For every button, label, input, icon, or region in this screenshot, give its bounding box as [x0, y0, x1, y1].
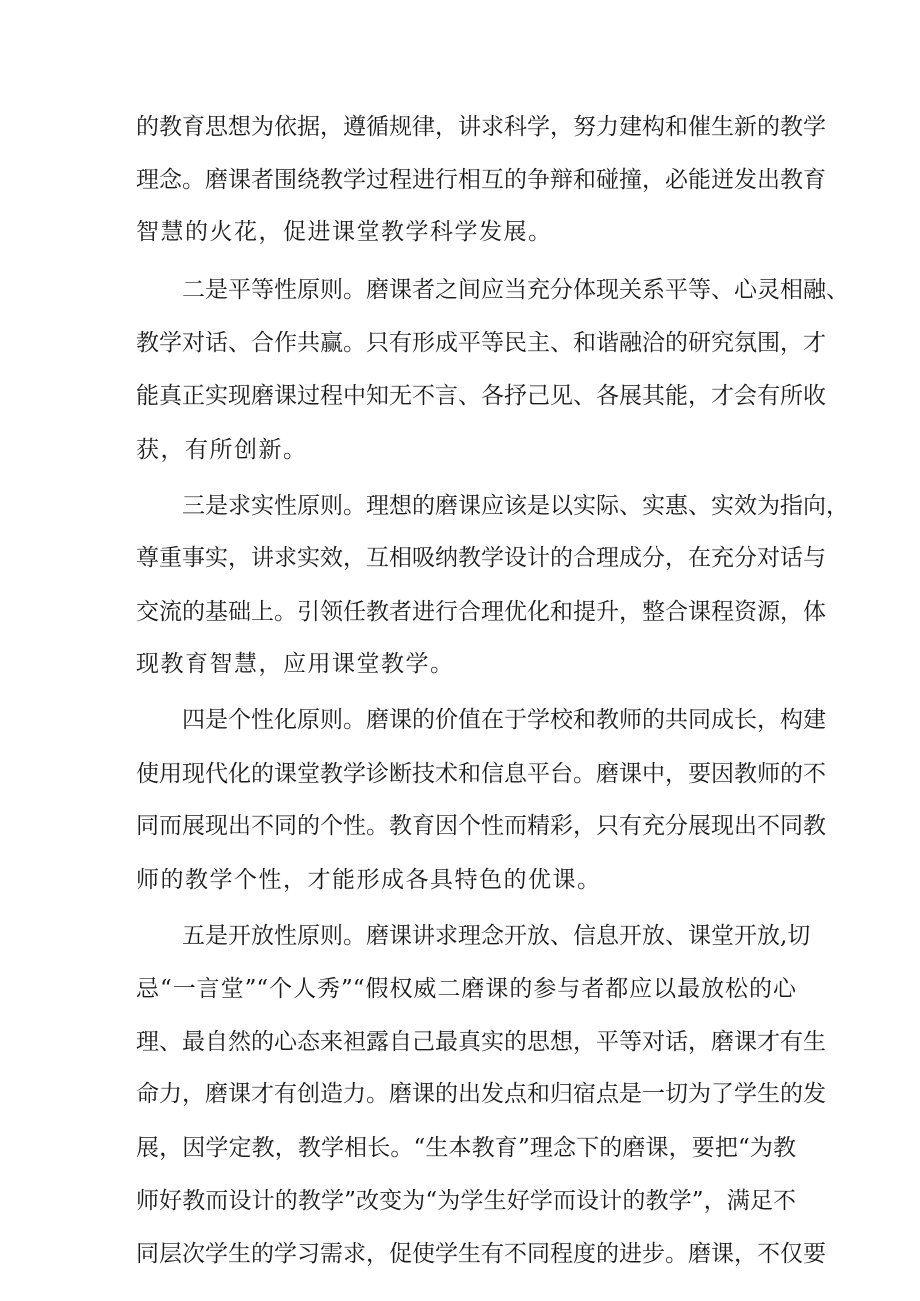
text-line: 忌“一言堂”“个人秀”“假权威二磨课的参与者都应以最放松的心	[136, 976, 796, 1002]
text-line: 交流的基础上。引领任教者进行合理优化和提升，整合课程资源，体	[136, 599, 826, 625]
paragraph-first-line: 二是平等性原则。磨课者之间应当充分体现关系平等、心灵相融、	[182, 277, 849, 303]
text-line: 智慧的火花，促进课堂教学科学发展。	[136, 219, 553, 245]
text-line: 师好教而设计的教学”改变为“为学生好学而设计的教学”，满足不	[136, 1188, 796, 1214]
text-line: 理念。磨课者围绕教学过程进行相互的争辩和碰撞，必能迸发出教育	[136, 167, 826, 193]
text-line: 获，有所创新。	[136, 437, 308, 463]
paragraph-first-line: 五是开放性原则。磨课讲求理念开放、信息开放、课堂开放,切	[182, 923, 811, 949]
document-page	[136, 0, 849, 1301]
text-line: 命力，磨课才有创造力。磨课的出发点和归宿点是一切为了学生的发	[136, 1081, 826, 1107]
text-line: 现教育智慧，应用课堂教学。	[136, 651, 455, 677]
text-line: 尊重事实，讲求实效，互相吸纳教学设计的合理成分，在充分对话与	[136, 545, 826, 571]
text-line: 师的教学个性，才能形成各具特色的优课。	[136, 867, 602, 893]
text-line: 同层次学生的学习需求，促使学生有不同程度的进步。磨课，不仅要	[136, 1241, 826, 1267]
paragraph-first-line: 四是个性化原则。磨课的价值在于学校和教师的共同成长，构建	[182, 707, 826, 733]
paragraph-first-line: 三是求实性原则。理想的磨课应该是以实际、实惠、实效为指向，	[182, 493, 849, 519]
text-line: 展，因学定教，教学相长。“生本教育”理念下的磨课，要把“为教	[136, 1135, 796, 1161]
text-line: 理、最自然的心态来袒露自己最真实的思想，平等对话，磨课才有生	[136, 1029, 826, 1055]
text-line: 的教育思想为依据，遵循规律，讲求科学，努力建构和催生新的教学	[136, 114, 826, 140]
text-line: 同而展现出不同的个性。教育因个性而精彩，只有充分展现出不同教	[136, 813, 826, 839]
text-line: 能真正实现磨课过程中知无不言、各抒己见、各展其能，才会有所收	[136, 383, 826, 409]
text-line: 使用现代化的课堂教学诊断技术和信息平台。磨课中，要因教师的不	[136, 761, 826, 787]
text-line: 教学对话、合作共赢。只有形成平等民主、和谐融洽的研究氛围，才	[136, 330, 826, 356]
